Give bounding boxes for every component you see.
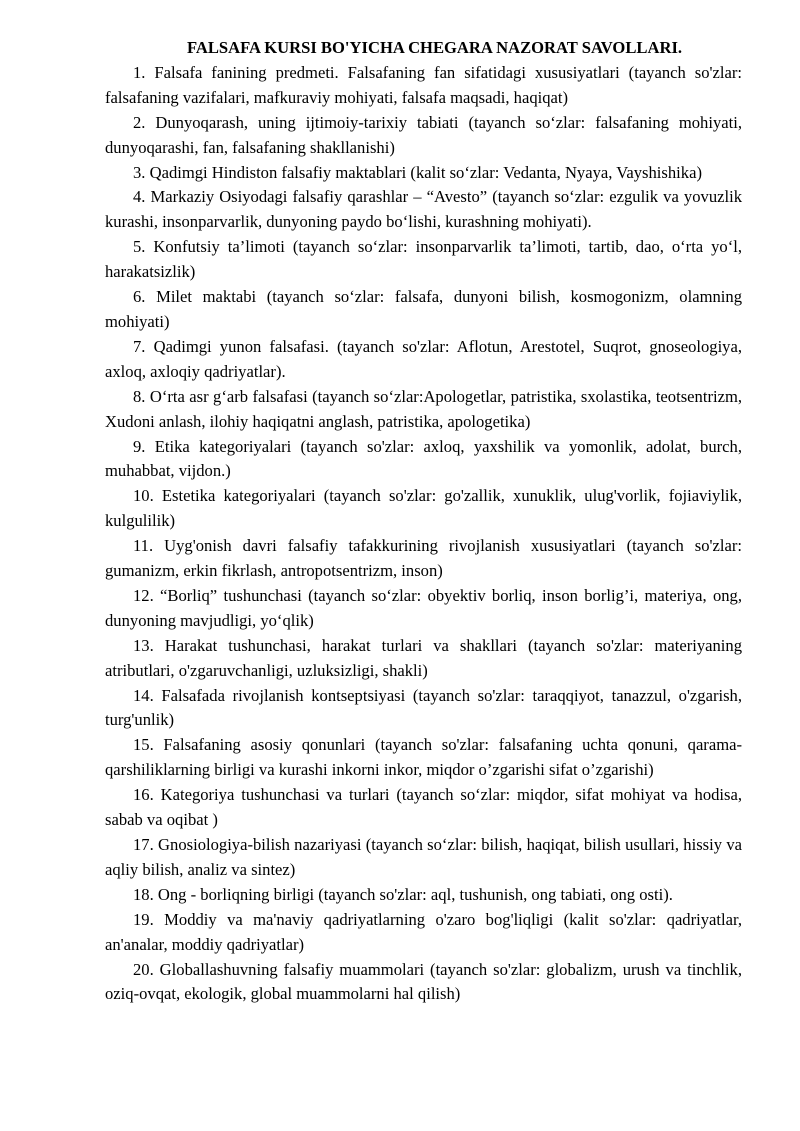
question-item-1: 1. Falsafa fanining predmeti. Falsafaning fan sifatidagi xususiyatlari (tayanch so'zlar: falsafaning vazifalari, mafkuraviy mohiyati, falsafa maqsadi, haqiqat) — [105, 62, 742, 107]
document-page — [105, 36, 742, 1007]
question-list — [105, 61, 742, 1007]
question-item-12: 12. “Borliq” tushunchasi (tayanch so‘zlar: obyektiv borliq, inson borlig’i, materiya, ong, dunyoning mavjudligi, yo‘qlik) — [105, 585, 742, 630]
question-item-6: 6. Milet maktabi (tayanch so‘zlar: falsafa, dunyoni bilish, kosmogonizm, olamning mohiyati) — [105, 287, 742, 331]
question-item-2: 2. Dunyoqarash, uning ijtimoiy-tarixiy tabiati (tayanch so‘zlar: falsafaning mohiyati, dunyoqarashi, fan, falsafaning shakllanishi) — [105, 112, 742, 157]
question-item-10: 10. Estetika kategoriyalari (tayanch so'zlar: go'zallik, xunuklik, ulug'vorlik, fojiaviylik, kulgulilik) — [105, 486, 742, 531]
question-item-4: 4. Markaziy Osiyodagi falsafiy qarashlar – “Avesto” (tayanch so‘zlar: ezgulik va yovuzlik kurashi, insonparvarlik, dunyoning paydo bo‘lishi, kurashning mohiyati). — [105, 187, 742, 232]
question-item-9: 9. Etika kategoriyalari (tayanch so'zlar: axloq, yaxshilik va yomonlik, adolat, burch, muhabbat, vijdon.) — [105, 436, 742, 481]
question-item-8: 8. O‘rta asr g‘arb falsafasi (tayanch so‘zlar:Apologetlar, patristika, sxolastika, teotsentrizm, Xudoni anlash, ilohiy haqiqatni anglash, patristika, apologetika) — [105, 386, 742, 431]
question-item-3: 3. Qadimgi Hindiston falsafiy maktablari (kalit so‘zlar: Vedanta, Nyaya, Vayshishika) — [133, 162, 702, 182]
document-title: FALSAFA KURSI BO'YICHA CHEGARA NAZORAT SAVOLLARI. — [186, 38, 683, 57]
question-item-7: 7. Qadimgi yunon falsafasi. (tayanch so'zlar: Aflotun, Arestotel, Suqrot, gnoseologiya, axloq, axloqiy qadriyatlar). — [105, 336, 742, 381]
question-item-18: 18. Ong - borliqning birligi (tayanch so'zlar: aql, tushunish, ong tabiati, ong osti). — [133, 884, 673, 904]
question-item-20: 20. Globallashuvning falsafiy muammolari (tayanch so'zlar: globalizm, urush va tinchlik, oziq-ovqat, ekologik, global muammolarni hal qilish) — [105, 959, 742, 1004]
question-item-15: 15. Falsafaning asosiy qonunlari (tayanch so'zlar: falsafaning uchta qonuni, qarama-qarshiliklarning birligi va kurashi inkorni inkor, miqdor o’zgarishi sifat o’zgarishi) — [105, 735, 742, 780]
question-item-16: 16. Kategoriya tushunchasi va turlari (tayanch so‘zlar: miqdor, sifat mohiyat va hodisa, sabab va oqibat ) — [105, 785, 742, 830]
question-item-11: 11. Uyg'onish davri falsafiy tafakkurining rivojlanish xususiyatlari (tayanch so'zlar: gumanizm, erkin fikrlash, antropotsentrizm, inson) — [105, 536, 742, 581]
question-item-13: 13. Harakat tushunchasi, harakat turlari va shakllari (tayanch so'zlar: materiyaning atributlari, o'zgaruvchanligi, uzluksizligi, shakli) — [105, 635, 742, 680]
question-item-14: 14. Falsafada rivojlanish kontseptsiyasi (tayanch so'zlar: taraqqiyot, tanazzul, o'zgarish, turg'unlik) — [105, 685, 742, 730]
question-item-5: 5. Konfutsiy ta’limoti (tayanch so‘zlar: insonparvarlik ta’limoti, tartib, dao, o‘rta yo‘l, harakatsizlik) — [105, 237, 742, 282]
question-item-19: 19. Moddiy va ma'naviy qadriyatlarning o'zaro bog'liqligi (kalit so'zlar: qadriyatlar, an'analar, moddiy qadriyatlar) — [105, 909, 742, 954]
question-item-17: 17. Gnosiologiya-bilish nazariyasi (tayanch so‘zlar: bilish, haqiqat, bilish usullari, hissiy va aqliy bilish, analiz va sintez) — [105, 835, 742, 879]
